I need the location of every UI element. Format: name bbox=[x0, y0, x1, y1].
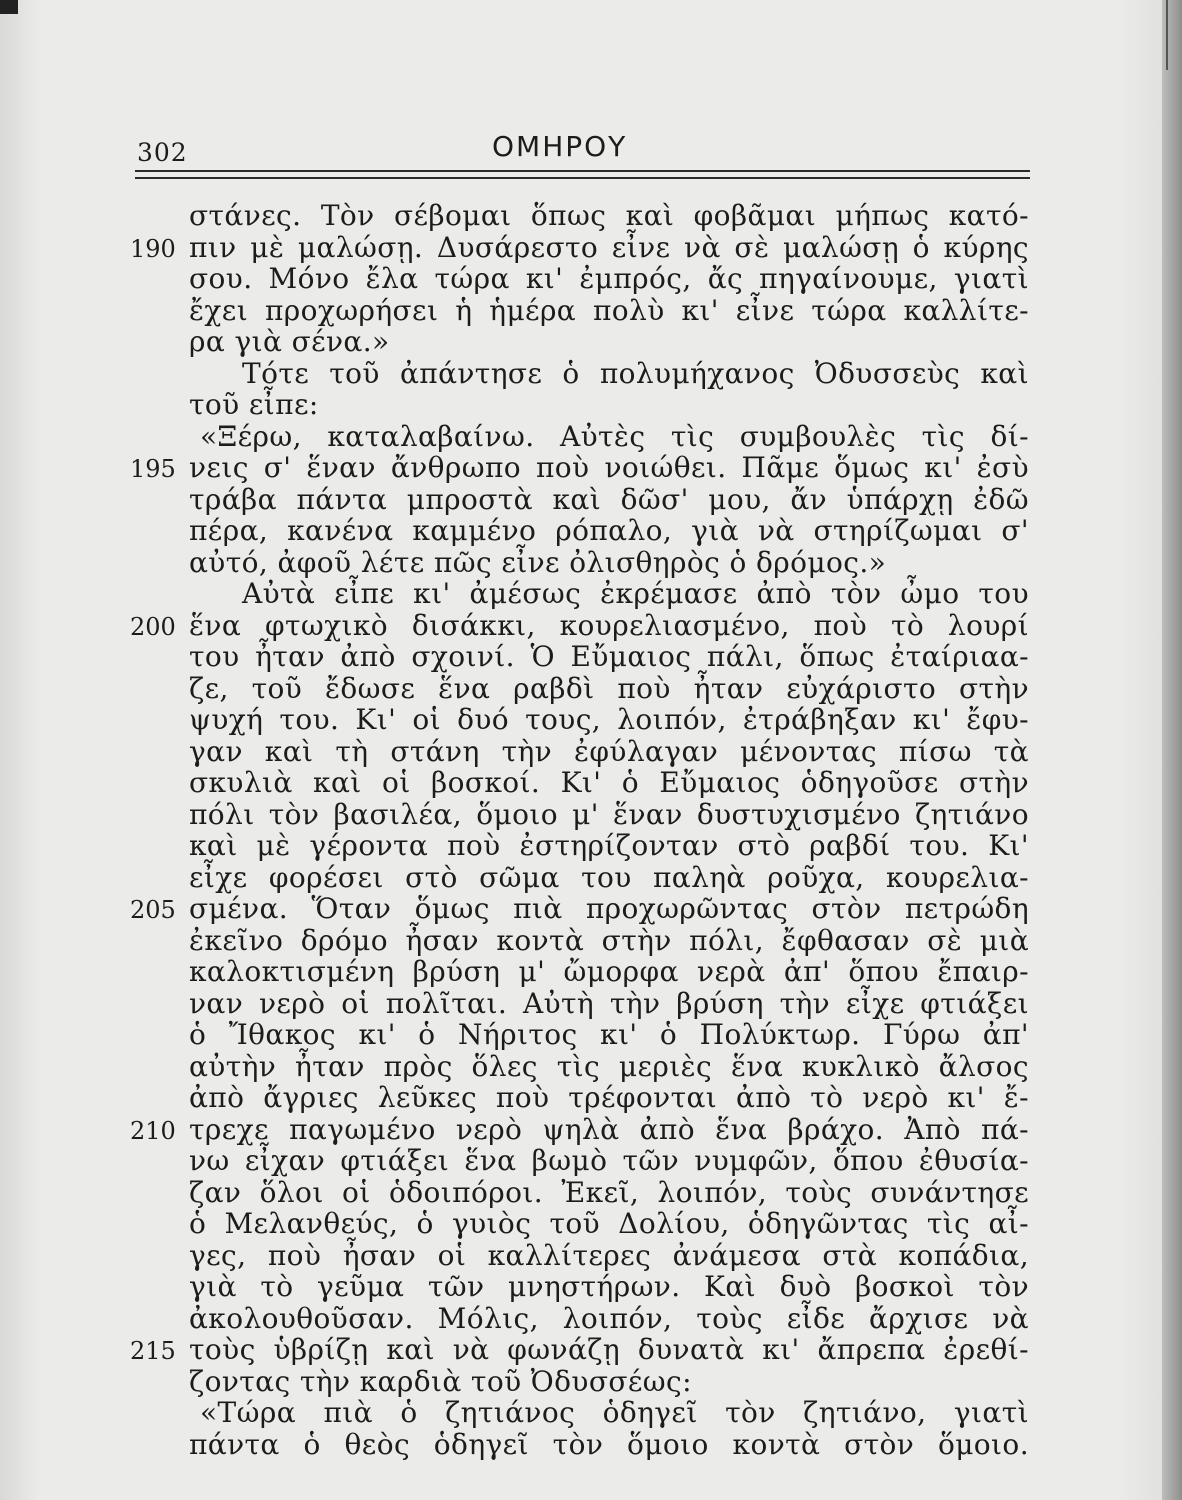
text-line bbox=[0, 1145, 1182, 1177]
text-line-content: ζαν ὅλοι οἱ ὁδοιπόροι. Ἐκεῖ, λοιπόν, τοὺς συνάντησε bbox=[189, 1175, 1029, 1209]
text-line-content: ἔχει προχωρήσει ἡ ἡμέρα πολὺ κι' εἶνε τώρα καλλίτε- bbox=[189, 293, 1029, 327]
text-line bbox=[0, 1271, 1182, 1303]
text-line bbox=[0, 547, 1182, 579]
text-line-content: σκυλιὰ καὶ οἱ βοσκοί. Κι' ὁ Εὔμαιος ὁδηγοῦσε στὴν bbox=[189, 766, 1029, 799]
text-line bbox=[0, 673, 1182, 705]
text-line-content: πόλι τὸν βασιλέα, ὅμοιο μ' ἕναν δυστυχισμένο ζητιάνο bbox=[189, 797, 1029, 831]
text-line-content: καὶ μὲ γέροντα ποὺ ἐστηρίζονταν στὸ ραβδί του. Κι' bbox=[189, 829, 1029, 862]
text-line bbox=[0, 893, 1182, 925]
text-line-content: «Ξέρω, καταλαβαίνω. Αὐτὲς τὶς συμβουλὲς τὶς δί- bbox=[200, 419, 1029, 453]
text-line bbox=[0, 326, 1182, 358]
text-line-content: τρεχε παγωμένο νερὸ ψηλὰ ἀπὸ ἕνα βράχο. Ἀπὸ πά- bbox=[189, 1112, 1029, 1146]
text-line bbox=[0, 232, 1182, 264]
text-line bbox=[0, 1082, 1182, 1114]
text-line-content: πέρα, κανένα καμμένο ρόπαλο, γιὰ νὰ στηρίζωμαι σ' bbox=[189, 514, 1029, 547]
text-line bbox=[0, 389, 1182, 421]
text-line bbox=[0, 1334, 1182, 1366]
text-line-content: πιν μὲ μαλώσῃ. Δυσάρεστο εἶνε νὰ σὲ μαλώσῃ ὁ κύρης bbox=[189, 230, 1029, 264]
text-line-content: γαν καὶ τὴ στάνη τὴν ἐφύλαγαν μένοντας πίσω τὰ bbox=[189, 734, 1029, 768]
text-line bbox=[0, 956, 1182, 988]
text-line bbox=[0, 1114, 1182, 1146]
text-line-content: αὐτὴν ἦταν πρὸς ὅλες τὶς μεριὲς ἕνα κυκλικὸ ἄλσος bbox=[189, 1049, 1029, 1083]
text-line-content: γες, ποὺ ἦσαν οἱ καλλίτερες ἀνάμεσα στὰ κοπάδια, bbox=[189, 1238, 1029, 1272]
text-line-content: αὐτό, ἀφοῦ λέτε πῶς εἶνε ὀλισθηρὸς ὁ δρόμος.» bbox=[189, 545, 887, 579]
header-rule-bottom bbox=[135, 177, 1030, 179]
text-line-content: σου. Μόνο ἔλα τώρα κι' ἐμπρός, ἄς πηγαίνουμε, γιατὶ bbox=[189, 262, 1029, 295]
verse-line-number: 200 bbox=[130, 612, 176, 641]
text-line-content: νω εἶχαν φτιάξει ἕνα βωμὸ τῶν νυμφῶν, ὅπου ἐθυσία- bbox=[189, 1144, 1029, 1177]
text-line-content: τοὺς ὑβρίζῃ καὶ νὰ φωνάζῃ δυνατὰ κι' ἄπρεπα ἐρεθί- bbox=[189, 1333, 1029, 1366]
verse-line-number: 205 bbox=[130, 896, 176, 924]
text-line bbox=[0, 421, 1182, 453]
text-line bbox=[0, 610, 1182, 642]
text-line-content: ὁ Μελανθεύς, ὁ γυιὸς τοῦ Δολίου, ὁδηγῶντας τὶς αἶ- bbox=[189, 1207, 1029, 1240]
text-line-content: τράβα πάντα μπροστὰ καὶ δῶσ' μου, ἄν ὑπάρχῃ ἐδῶ bbox=[189, 482, 1029, 516]
page-number: 302 bbox=[137, 138, 188, 167]
text-line bbox=[0, 1208, 1182, 1240]
text-line-content: Τότε τοῦ ἀπάντησε ὁ πολυμήχανος Ὀδυσσεὺς καὶ bbox=[242, 356, 1029, 390]
text-line bbox=[0, 484, 1182, 516]
text-line-content: ἀκολουθοῦσαν. Μόλις, λοιπόν, τοὺς εἶδε ἄρχισε νὰ bbox=[189, 1301, 1029, 1335]
text-line bbox=[0, 736, 1182, 768]
text-line-content: εἶχε φορέσει στὸ σῶμα του παληὰ ροῦχα, κουρελια- bbox=[189, 860, 1029, 894]
text-line-content: ζοντας τὴν καρδιὰ τοῦ Ὀδυσσέως: bbox=[189, 1364, 692, 1398]
text-line bbox=[0, 1303, 1182, 1335]
text-line bbox=[0, 295, 1182, 327]
text-line bbox=[0, 515, 1182, 547]
text-line-content: του ἦταν ἀπὸ σχοινί. Ὁ Εὔμαιος πάλι, ὅπως ἐταίριαα- bbox=[189, 640, 1029, 673]
text-line-content: ἀπὸ ἄγριες λεῦκες ποὺ τρέφονται ἀπὸ τὸ νερὸ κι' ἔ- bbox=[189, 1081, 1029, 1114]
text-line bbox=[0, 578, 1182, 610]
text-line-content: ὁ Ἴθακος κι' ὁ Νήριτος κι' ὁ Πολύκτωρ. Γύρω ἀπ' bbox=[189, 1018, 1029, 1051]
text-line-content: καλοκτισμένη βρύση μ' ὤμορφα νερὰ ἀπ' ὅπου ἔπαιρ- bbox=[189, 955, 1029, 988]
text-line bbox=[0, 1019, 1182, 1051]
text-line-content: νεις σ' ἕναν ἄνθρωπο ποὺ νοιώθει. Πᾶμε ὅμως κι' ἐσὺ bbox=[189, 451, 1029, 484]
text-line bbox=[0, 830, 1182, 862]
body-text bbox=[0, 200, 1182, 1460]
text-line-content: σμένα. Ὅταν ὅμως πιὰ προχωρῶντας στὸν πετρώδη bbox=[189, 892, 1029, 925]
text-line bbox=[0, 200, 1182, 232]
header-rule-top bbox=[135, 170, 1030, 172]
text-line-content: ἕνα φτωχικὸ δισάκκι, κουρελιασμένο, ποὺ τὸ λουρί bbox=[189, 608, 1029, 642]
text-line-content: στάνες. Τὸν σέβομαι ὅπως καὶ φοβᾶμαι μήπως κατό- bbox=[189, 199, 1029, 232]
text-line bbox=[0, 799, 1182, 831]
text-line bbox=[0, 1177, 1182, 1209]
text-line bbox=[0, 767, 1182, 799]
text-line bbox=[0, 452, 1182, 484]
text-line bbox=[0, 358, 1182, 390]
verse-line-number: 215 bbox=[130, 1337, 176, 1365]
text-line bbox=[0, 1051, 1182, 1083]
text-line bbox=[0, 704, 1182, 736]
text-line bbox=[0, 1397, 1182, 1429]
verse-line-number: 190 bbox=[130, 234, 176, 263]
text-line bbox=[0, 641, 1182, 673]
text-line-content: ζε, τοῦ ἔδωσε ἕνα ραβδὶ ποὺ ἦταν εὐχάριστο στὴν bbox=[189, 671, 1029, 705]
text-line-content: «Τώρα πιὰ ὁ ζητιάνος ὁδηγεῖ τὸν ζητιάνο, γιατὶ bbox=[200, 1396, 1029, 1429]
text-line bbox=[0, 1429, 1182, 1461]
text-line-content: τοῦ εἶπε: bbox=[189, 388, 319, 421]
text-line-content: πάντα ὁ θεὸς ὁδηγεῖ τὸν ὅμοιο κοντὰ στὸν ὅμοιο. bbox=[189, 1427, 1029, 1461]
text-line-content: ἐκεῖνο δρόμο ἦσαν κοντὰ στὴν πόλι, ἔφθασαν σὲ μιὰ bbox=[189, 923, 1029, 957]
text-line bbox=[0, 988, 1182, 1020]
text-line bbox=[0, 263, 1182, 295]
text-line-content: γιὰ τὸ γεῦμα τῶν μνηστήρων. Καὶ δυὸ βοσκοὶ τὸν bbox=[189, 1270, 1029, 1303]
text-line-content: ψυχή του. Κι' οἱ δυό τους, λοιπόν, ἐτράβηξαν κι' ἔφυ- bbox=[189, 703, 1029, 736]
text-line-content: ναν νερὸ οἱ πολῖται. Αὐτὴ τὴν βρύση τὴν εἶχε φτιάξει bbox=[189, 986, 1029, 1020]
verse-line-number: 195 bbox=[130, 455, 176, 483]
text-line bbox=[0, 1366, 1182, 1398]
text-line bbox=[0, 925, 1182, 957]
text-line bbox=[0, 1240, 1182, 1272]
text-line-content: ρα γιὰ σένα.» bbox=[189, 325, 390, 358]
text-line bbox=[0, 862, 1182, 894]
running-title: ΟΜΗΡΟΥ bbox=[492, 130, 628, 163]
verse-line-number: 210 bbox=[130, 1116, 176, 1145]
binding-corner-mark bbox=[0, 0, 18, 14]
text-line-content: Αὐτὰ εἶπε κι' ἀμέσως ἐκρέμασε ἀπὸ τὸν ὦμο του bbox=[242, 577, 1029, 610]
